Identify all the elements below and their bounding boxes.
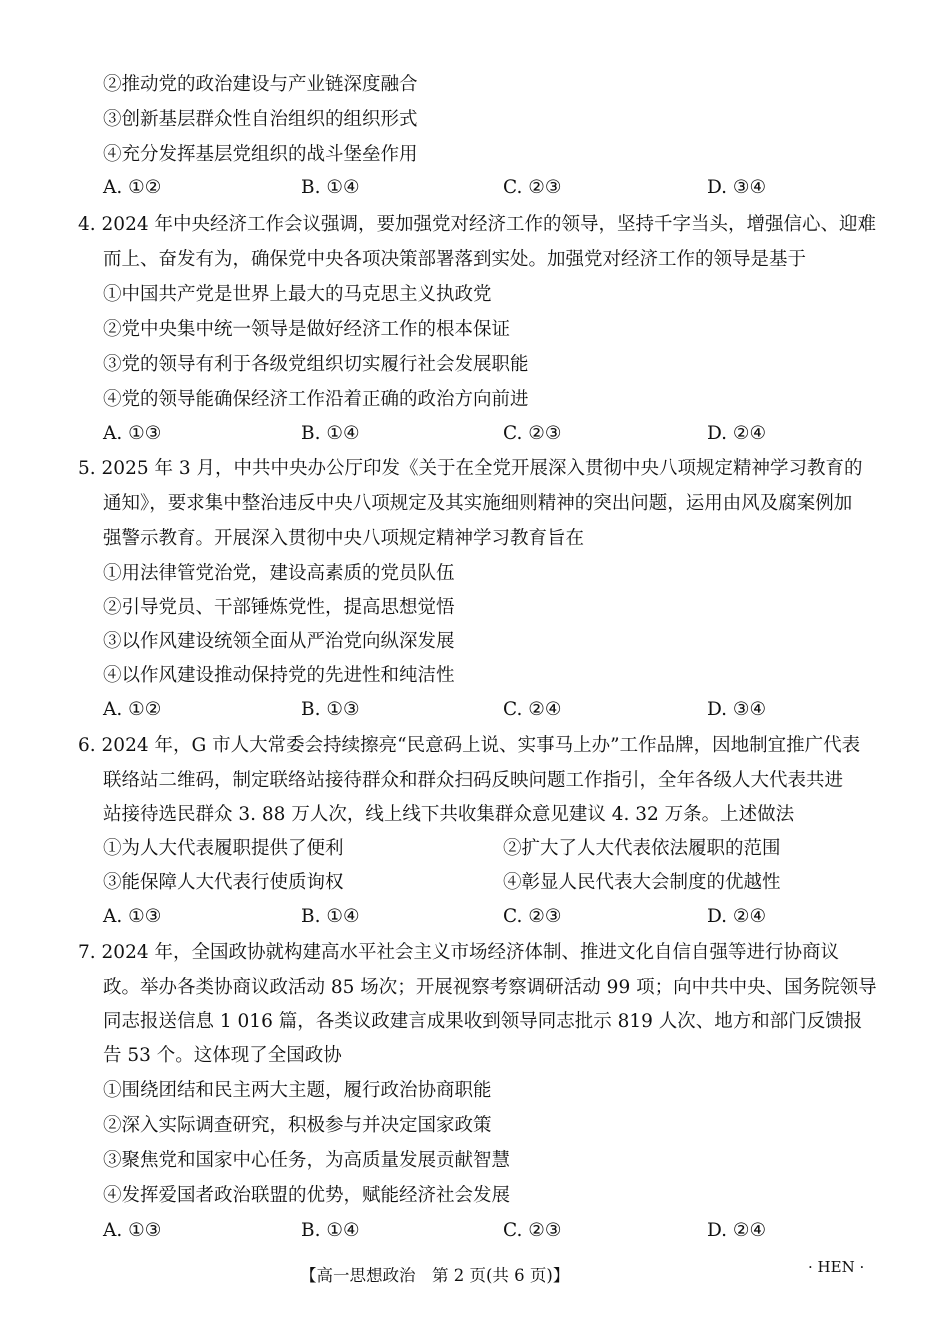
q5-item-4: ④以作风建设推动保持党的先进性和纯洁性 <box>103 665 455 686</box>
exam-code: · HEN · <box>808 1258 865 1276</box>
q7-item-4: ④发挥爱国者政治联盟的优势，赋能经济社会发展 <box>103 1185 511 1206</box>
q6-item-4: ④彰显人民代表大会制度的优越性 <box>503 872 781 893</box>
q3-item-2: ②推动党的政治建设与产业链深度融合 <box>103 74 418 95</box>
q6-option-d: D. ②④ <box>707 906 767 927</box>
q4-option-d: D. ②④ <box>707 423 767 444</box>
q5-option-c: C. ②④ <box>503 699 562 720</box>
q7-item-3: ③聚焦党和国家中心任务，为高质量发展贡献智慧 <box>103 1150 511 1171</box>
q5-option-a: A. ①② <box>103 699 162 720</box>
q7-stem-line-2: 政。举办各类协商议政活动 85 场次；开展视察考察调研活动 99 项；向中共中央、国务院领导 <box>103 977 877 998</box>
q3-option-c: C. ②③ <box>503 177 562 198</box>
q6-item-3: ③能保障人大代表行使质询权 <box>103 872 344 893</box>
q5-item-2: ②引导党员、干部锤炼党性，提高思想觉悟 <box>103 597 455 618</box>
q7-option-a: A. ①③ <box>103 1220 162 1241</box>
q6-item-1: ①为人大代表履职提供了便利 <box>103 838 344 859</box>
q3-option-a: A. ①② <box>103 177 162 198</box>
q3-option-d: D. ③④ <box>707 177 767 198</box>
q6-item-2: ②扩大了人大代表依法履职的范围 <box>503 838 781 859</box>
q7-stem-line-4: 告 53 个。这体现了全国政协 <box>103 1045 342 1066</box>
q5-option-b: B. ①③ <box>301 699 360 720</box>
q7-item-2: ②深入实际调查研究，积极参与并决定国家政策 <box>103 1115 492 1136</box>
q6-option-a: A. ①③ <box>103 906 162 927</box>
page-footer-label: 【高一思想政治 第 2 页(共 6 页)】 <box>300 1266 570 1285</box>
q6-stem-line-3: 站接待选民群众 3. 88 万人次，线上线下共收集群众意见建议 4. 32 万条。上述做法 <box>103 804 795 825</box>
q7-item-1: ①围绕团结和民主两大主题，履行政治协商职能 <box>103 1080 492 1101</box>
q6-option-b: B. ①④ <box>301 906 360 927</box>
q4-stem-line-1: 4. 2024 年中央经济工作会议强调，要加强党对经济工作的领导，坚持千字当头，增强信心、迎难 <box>78 214 876 235</box>
q5-stem-line-2: 通知》，要求集中整治违反中央八项规定及其实施细则精神的突出问题，运用由风及腐案例加 <box>103 493 853 514</box>
q6-option-c: C. ②③ <box>503 906 562 927</box>
q4-item-4: ④党的领导能确保经济工作沿着正确的政治方向前进 <box>103 389 529 410</box>
q4-option-b: B. ①④ <box>301 423 360 444</box>
q7-option-b: B. ①④ <box>301 1220 360 1241</box>
q7-stem-line-3: 同志报送信息 1 016 篇，各类议政建言成果收到领导同志批示 819 人次、地方和部门反馈报 <box>103 1011 863 1032</box>
q4-item-3: ③党的领导有利于各级党组织切实履行社会发展职能 <box>103 354 529 375</box>
q5-item-3: ③以作风建设统领全面从严治党向纵深发展 <box>103 631 455 652</box>
q4-option-a: A. ①③ <box>103 423 162 444</box>
q5-stem-line-3: 强警示教育。开展深入贯彻中央八项规定精神学习教育旨在 <box>103 528 585 549</box>
q4-item-2: ②党中央集中统一领导是做好经济工作的根本保证 <box>103 319 511 340</box>
q7-stem-line-1: 7. 2024 年，全国政协就构建高水平社会主义市场经济体制、推进文化自信自强等进行协商议 <box>78 942 839 963</box>
q3-option-b: B. ①④ <box>301 177 360 198</box>
q3-item-3: ③创新基层群众性自治组织的组织形式 <box>103 109 418 130</box>
q4-item-1: ①中国共产党是世界上最大的马克思主义执政党 <box>103 284 492 305</box>
q7-option-c: C. ②③ <box>503 1220 562 1241</box>
q5-option-d: D. ③④ <box>707 699 767 720</box>
q3-item-4: ④充分发挥基层党组织的战斗堡垒作用 <box>103 144 418 165</box>
q4-stem-line-2: 而上、奋发有为，确保党中央各项决策部署落到实处。加强党对经济工作的领导是基于 <box>103 249 807 270</box>
q5-stem-line-1: 5. 2025 年 3 月，中共中央办公厅印发《关于在全党开展深入贯彻中央八项规定精神学习教育的 <box>78 458 863 479</box>
q7-option-d: D. ②④ <box>707 1220 767 1241</box>
q5-item-1: ①用法律管党治党，建设高素质的党员队伍 <box>103 563 455 584</box>
q4-option-c: C. ②③ <box>503 423 562 444</box>
q6-stem-line-2: 联络站二维码，制定联络站接待群众和群众扫码反映问题工作指引，全年各级人大代表共进 <box>103 770 844 791</box>
q6-stem-line-1: 6. 2024 年，G 市人大常委会持续擦亮“民意码上说、实事马上办”工作品牌，因地制宜推广代表 <box>78 735 861 756</box>
